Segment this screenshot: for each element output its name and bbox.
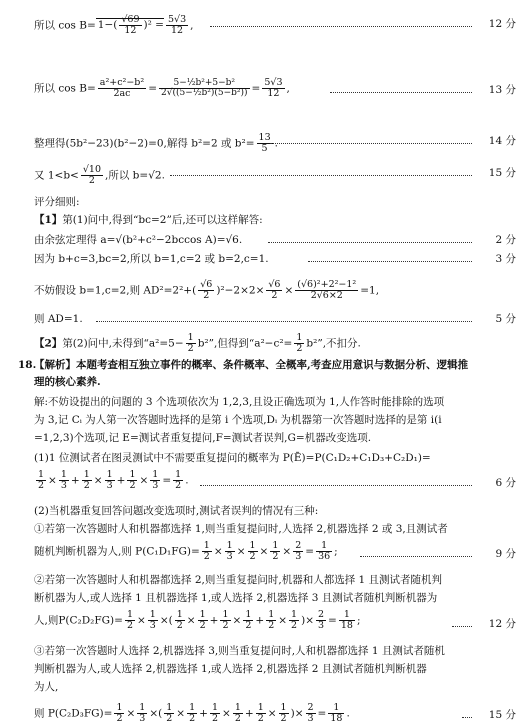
- q18-heading: 【解析】本题考查相互独立事件的概率、条件概率、全概率,考查应用意识与数据分析、逻辑推: [34, 359, 469, 371]
- score-label: 5 分: [495, 313, 516, 325]
- score-label: 15 分: [488, 167, 516, 179]
- case2-line-3: 人,则P(C₂D₂FG)= $\frac{1}{2}$ × $\frac{1}{3}$ ×( $\frac{1}{2}$ × $\frac{1}{2}$ + $\frac{1}{2}$ × $\frac{1}{2}$ + $\frac{1}{2}$ × $\frac{1}{2}$ )× $\frac{2}{3}$ = $\frac{1}{18}$ ;: [34, 609, 361, 631]
- q18-number: 18.: [18, 359, 37, 371]
- detail-title-line: [0, 196, 532, 212]
- fraction: $\frac{√69}{12}$: [121, 14, 140, 36]
- fraction: $\frac{\text{a²+c²−b²}}{2ac}$: [99, 77, 145, 99]
- score-label: 12 分: [488, 618, 516, 630]
- rule1-line: [0, 214, 532, 230]
- then-ad-line: [0, 313, 532, 329]
- cosine-law-text: 由余弦定理得 a=√(b²+c²−2bccos A)=√6.: [34, 234, 243, 246]
- fraction: $\frac{13}{5}$: [258, 132, 271, 154]
- cos-line-1: [0, 6, 532, 40]
- rule1-text: 【1】第(1)问中,得到“bc=2”后,还可以这样解答:: [34, 214, 263, 226]
- dot-leader: [270, 143, 472, 144]
- score-label: 3 分: [495, 253, 516, 265]
- score-label: 12 分: [488, 18, 516, 30]
- dot-leader: [96, 321, 472, 322]
- case3-line-3: 为人,: [34, 681, 59, 693]
- case3-line-1: ③若第一次答题时人选择 2,机器选择 3,则当重复提问时,人和机器都选择 1 且测试者随机: [34, 645, 445, 657]
- case2-line-1: ②若第一次答题时人和机器都选择 2,则当重复提问时,机器和人都选择 1 且测试者随机判: [34, 574, 443, 586]
- then-ad-text: 则 AD=1.: [34, 313, 83, 325]
- simplify-line: [0, 128, 532, 156]
- dot-leader: [330, 92, 472, 93]
- dot-leader: [308, 261, 472, 262]
- part1-line-1: (1)1 位测试者在图灵测试中不需要重复提问的概率为 P(Ē)=P(C₁D₂+C₁D₃+C₂D₁)=: [34, 452, 431, 464]
- case1-line-2: 随机判断机器为人,则 P(C₁D₁FG)= $\frac{1}{2}$ × $\frac{1}{3}$ × $\frac{1}{2}$ × $\frac{1}{2}$ × $\frac{2}{3}$ = $\frac{1}{36}$ ;: [34, 540, 338, 562]
- simplify-text: 整理得(5b²−23)(b²−2)=0,解得 b²=2 或 b²= $\frac{13}{5}$ .: [34, 132, 278, 154]
- fraction: $\frac{√6}{2}$: [200, 279, 213, 301]
- case2-line-2: 断机器为人,或人选择 1 且机器选择 1,或人选择 2,机器选择 3 且测试者随机判断机器为: [34, 592, 438, 604]
- dot-leader: [462, 717, 472, 718]
- dot-leader: [200, 485, 472, 486]
- fraction: $\frac{\text{5−½b²+5−b²}}{\text{2√((5−½b²)(5−b²))}}$: [161, 77, 248, 98]
- cos-line-1-text: 所以 cos B= 1−( $\frac{√69}{12}$ )² = $\frac{5√3}{12}$ ,: [34, 14, 194, 36]
- because-text: 因为 b+c=3,bc=2,所以 b=1,c=2 或 b=2,c=1.: [34, 253, 269, 265]
- rule2-line: [0, 329, 532, 357]
- cos-line-2-text: 所以 cos B= $\frac{\text{a²+c²−b²}}{2ac}$ = $\frac{\text{5−½b²+5−b²}}{\text{2√((5−½b²)(5−b²))}}$ = $\frac{5√3}{12}$ ,: [34, 77, 290, 99]
- dot-leader: [268, 242, 472, 243]
- case3-line-2: 判断机器为人,或人选择 2,机器选择 1,或人选择 2,机器选择 2 且测试者随机判断机器: [34, 663, 427, 675]
- score-label: 6 分: [495, 477, 516, 489]
- case2-block: [0, 574, 532, 640]
- case1-block: [0, 523, 532, 571]
- rule2-text: 【2】第(2)问中,未得到“a²=5− $\frac{1}{2}$ b²”,但得到“a²−c²= $\frac{1}{2}$ b²”,不扣分.: [34, 332, 361, 354]
- q18-block: [0, 359, 532, 393]
- dot-leader: [170, 175, 472, 176]
- fraction: $\frac{1}{2}$: [296, 332, 303, 354]
- part2-intro-line: [0, 505, 532, 521]
- dot-leader: [360, 556, 472, 557]
- dot-leader: [452, 626, 472, 627]
- fraction: $\frac{1}{2}$: [187, 332, 194, 354]
- sqrt-expression: 1−( $\frac{√69}{12}$ )² =: [97, 14, 164, 36]
- score-label: 14 分: [488, 135, 516, 147]
- since-line: [0, 160, 532, 188]
- cos-line-2: [0, 62, 532, 122]
- fraction: $\frac{\text{(√6)²+2²−1²}}{2√6\times 2}$: [297, 279, 357, 301]
- detail-title: 评分细则:: [34, 196, 80, 208]
- case3-line-4: 则 P(C₂D₃FG)= $\frac{1}{2}$ × $\frac{1}{3}$ ×( $\frac{1}{2}$ × $\frac{1}{2}$ + $\frac{1}{2}$ × $\frac{1}{2}$ + $\frac{1}{2}$ × $\frac{1}{2}$ )× $\frac{2}{3}$ = $\frac{1}{18}$ .: [34, 702, 350, 724]
- part1-block: [0, 452, 532, 502]
- dot-leader: [210, 26, 472, 27]
- part1-line-2: $\frac{1}{2}$ × $\frac{1}{3}$ + $\frac{1}{2}$ × $\frac{1}{3}$ + $\frac{1}{2}$ × $\frac{1}{3}$ = $\frac{1}{2}$ .: [38, 469, 189, 491]
- q18-heading-cont: 理的核心素养.: [34, 376, 101, 388]
- fraction: $\frac{√6}{2}$: [268, 279, 281, 301]
- since-text: 又 1<b< $\frac{√10}{2}$ ,所以 b=√2.: [34, 164, 165, 186]
- fraction: $\frac{√10}{2}$: [82, 164, 101, 186]
- cosine-law-line: [0, 234, 532, 252]
- solution-line-3: =1,2,3)个选项,记 E=测试者重复提问,F=测试者误判,G=机器改变选项.: [34, 432, 372, 444]
- score-label: 13 分: [488, 84, 516, 96]
- score-label: 15 分: [488, 709, 516, 721]
- fraction: $\frac{5√3}{12}$: [167, 14, 187, 36]
- because-line: [0, 253, 532, 269]
- solution-block: [0, 396, 532, 450]
- score-label: 2 分: [495, 234, 516, 246]
- part2-intro: (2)当机器重复回答问题改变选项时,测试者误判的情况有三种:: [34, 505, 319, 517]
- solution-line-2: 为 3,记 Cᵢ 为人第一次答题时选择的是第 i 个选项,Dᵢ 为机器第一次答题时选择的是第 i(i: [34, 414, 442, 426]
- case3-block: [0, 645, 532, 725]
- assume-line: [0, 272, 532, 310]
- assume-text: 不妨假设 b=1,c=2,则 AD²=2²+( $\frac{√6}{2}$ )²−2×2× $\frac{√6}{2}$ × $\frac{\text{(√6)²+2²−1²}}{2√6\times 2}$ =1,: [34, 279, 380, 301]
- solution-line-1: 解:不妨设提出的问题的 3 个选项依次为 1,2,3,且设正确选项为 1,人作答时能排除的选项: [34, 396, 445, 408]
- fraction: $\frac{5√3}{12}$: [264, 77, 283, 99]
- case1-line-1: ①若第一次答题时人和机器都选择 1,则当重复提问时,人选择 2,机器选择 2 或 3,且测试者: [34, 523, 448, 535]
- score-label: 9 分: [495, 548, 516, 560]
